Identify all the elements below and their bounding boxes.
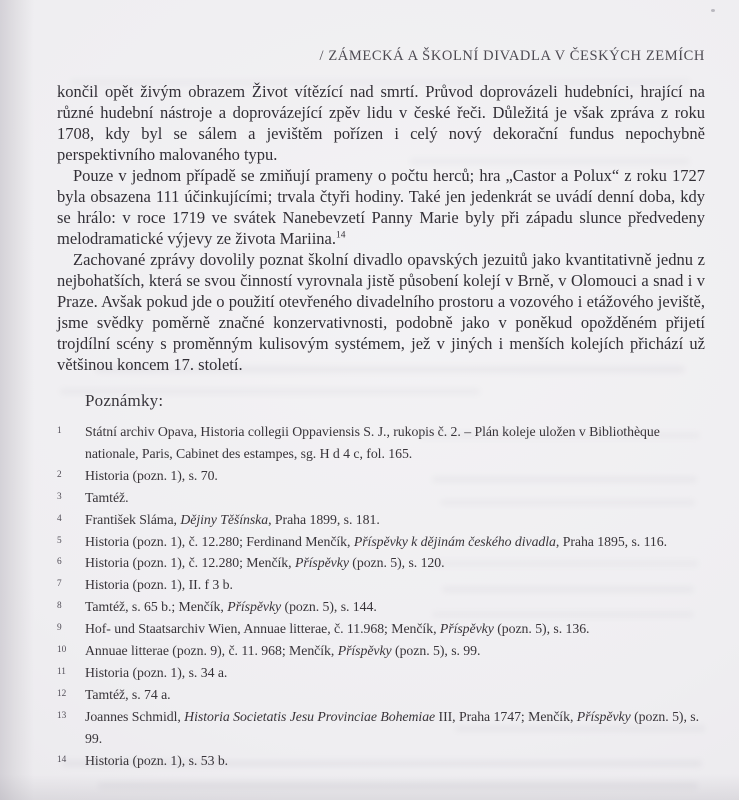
footnote-number: 1	[57, 426, 62, 436]
notes-heading: Poznámky:	[85, 391, 164, 410]
footnote-number: 10	[57, 645, 67, 656]
footnote-number: 6	[57, 557, 62, 568]
footnote-text: Historia (pozn. 1), č. 12.280; Ferdinand Menčík, Příspěvky k dějinám českého divadla, Praha 1895, s. 116.	[85, 533, 668, 549]
footnote-text: Historia (pozn. 1), č. 12.280; Menčík, Příspěvky (pozn. 5), s. 120.	[85, 555, 445, 571]
scan-page-edge-left	[0, 0, 34, 800]
footnote-item	[57, 640, 709, 662]
footnote-text: Annuae litterae (pozn. 9), č. 11. 968; Menčík, Příspěvky (pozn. 5), s. 99.	[85, 643, 481, 659]
footnote-item	[57, 596, 709, 618]
footnote-item	[57, 684, 709, 706]
footnote-text: Historia (pozn. 1), s. 34 a.	[85, 664, 228, 680]
footnote-text: František Sláma, Dějiny Těšínska, Praha 1899, s. 181.	[85, 511, 380, 527]
body-paragraph: Pouze v jednom případě se zmiňují prameny o počtu herců; hra „Castor a Polux“ z roku 1727 byla obsazena 111 účinkujícími; trvala čtyři hodiny. Také jen jedenkrát se uvádí denní doba, kdy se hrálo: v roce 1719 ve svátek Nanebevzetí Panny Marie byly při západu slunce předvedeny melodramatické výjevy ze života Mariina.$^{14}$	[57, 166, 705, 248]
footnote-text: Hof- und Staatsarchiv Wien, Annuae litterae, č. 11.968; Menčík, Příspěvky (pozn. 5), s. 136.	[85, 621, 590, 637]
footnote-number: 11	[57, 666, 66, 677]
footnote-number: 2	[57, 469, 62, 480]
footnote-number: 8	[57, 601, 62, 612]
body-paragraph: končil opět živým obrazem Život vítězící nad smrtí. Průvod doprovázeli hudebníci, hrající na různé hudební nástroje a doprovázející zpěv lidu v české řeči. Důležitá je však zpráva z roku 1708, kdy byl se sálem a jevištěm pořízen i celý nový dekorační fundus nepochybně perspektivního malovaného typu.	[57, 82, 705, 164]
footnote-number: 3	[57, 491, 62, 502]
footnote-number: 14	[57, 754, 67, 765]
footnote-item	[57, 487, 709, 509]
footnote-item	[57, 706, 709, 750]
footnote-text: Tamtéž, s. 74 a.	[85, 686, 171, 702]
footnote-number: 9	[57, 623, 62, 634]
footnote-item	[57, 421, 709, 465]
footnote-text: Tamtéž, s. 65 b.; Menčík, Příspěvky (pozn. 5), s. 144.	[85, 599, 377, 615]
footnote-item	[57, 618, 709, 640]
footnote-text: Tamtéž.	[85, 489, 129, 505]
footnote-item	[57, 552, 709, 574]
footnote-number: 7	[57, 579, 62, 590]
footnote-number: 4	[57, 513, 62, 524]
scan-speck	[711, 9, 715, 12]
footnote-number: 13	[57, 710, 67, 721]
running-header: / ZÁMECKÁ A ŠKOLNÍ DIVADLA V ČESKÝCH ZEMÍCH	[319, 48, 705, 64]
footnote-number: 5	[57, 535, 62, 546]
footnote-item	[57, 531, 709, 553]
footnote-item	[57, 509, 709, 531]
body-paragraph: Zachované zprávy dovolily poznat školní divadlo opavských jezuitů jako kvantitativně jednu z nejbohatších, která se svou činností vyrovnala jistě působení kolejí v Brně, v Olomouci a snad i v Praze. Avšak pokud jde o použití otevřeného divadelního prostoru a vozového i etážového jeviště, jsme svědky poměrně značné konzervativnosti, podobně jako v poněkud opožděném přijetí trojdílní scény s proměnným kulisovým systémem, jež v jiných i menších kolejích přichází už většinou koncem 17. století.	[57, 250, 705, 374]
body-text	[57, 81, 705, 375]
footnote-number: 12	[57, 688, 67, 699]
footnote-text: Historia (pozn. 1), s. 53 b.	[85, 752, 229, 768]
footnote-item	[57, 574, 709, 596]
footnote-text: Joannes Schmidl, Historia Societatis Jesu Provinciae Bohemiae III, Praha 1747; Menčík, Příspěvky (pozn. 5), s. 99.	[85, 708, 699, 746]
footnote-text: Historia (pozn. 1), s. 70.	[85, 467, 218, 483]
footnotes-list	[57, 421, 709, 772]
footnote-text: Historia (pozn. 1), II. f 3 b.	[85, 577, 233, 593]
footnote-item	[57, 465, 709, 487]
footnote-text: Státní archiv Opava, Historia collegii Oppaviensis S. J., rukopis č. 2. – Plán koleje uložen v Bibliothèque nationale, Paris, Cabinet des estampes, sg. H d 4 c, fol. 165.	[85, 424, 660, 461]
footnote-item	[57, 662, 709, 684]
footnote-item	[57, 750, 709, 772]
